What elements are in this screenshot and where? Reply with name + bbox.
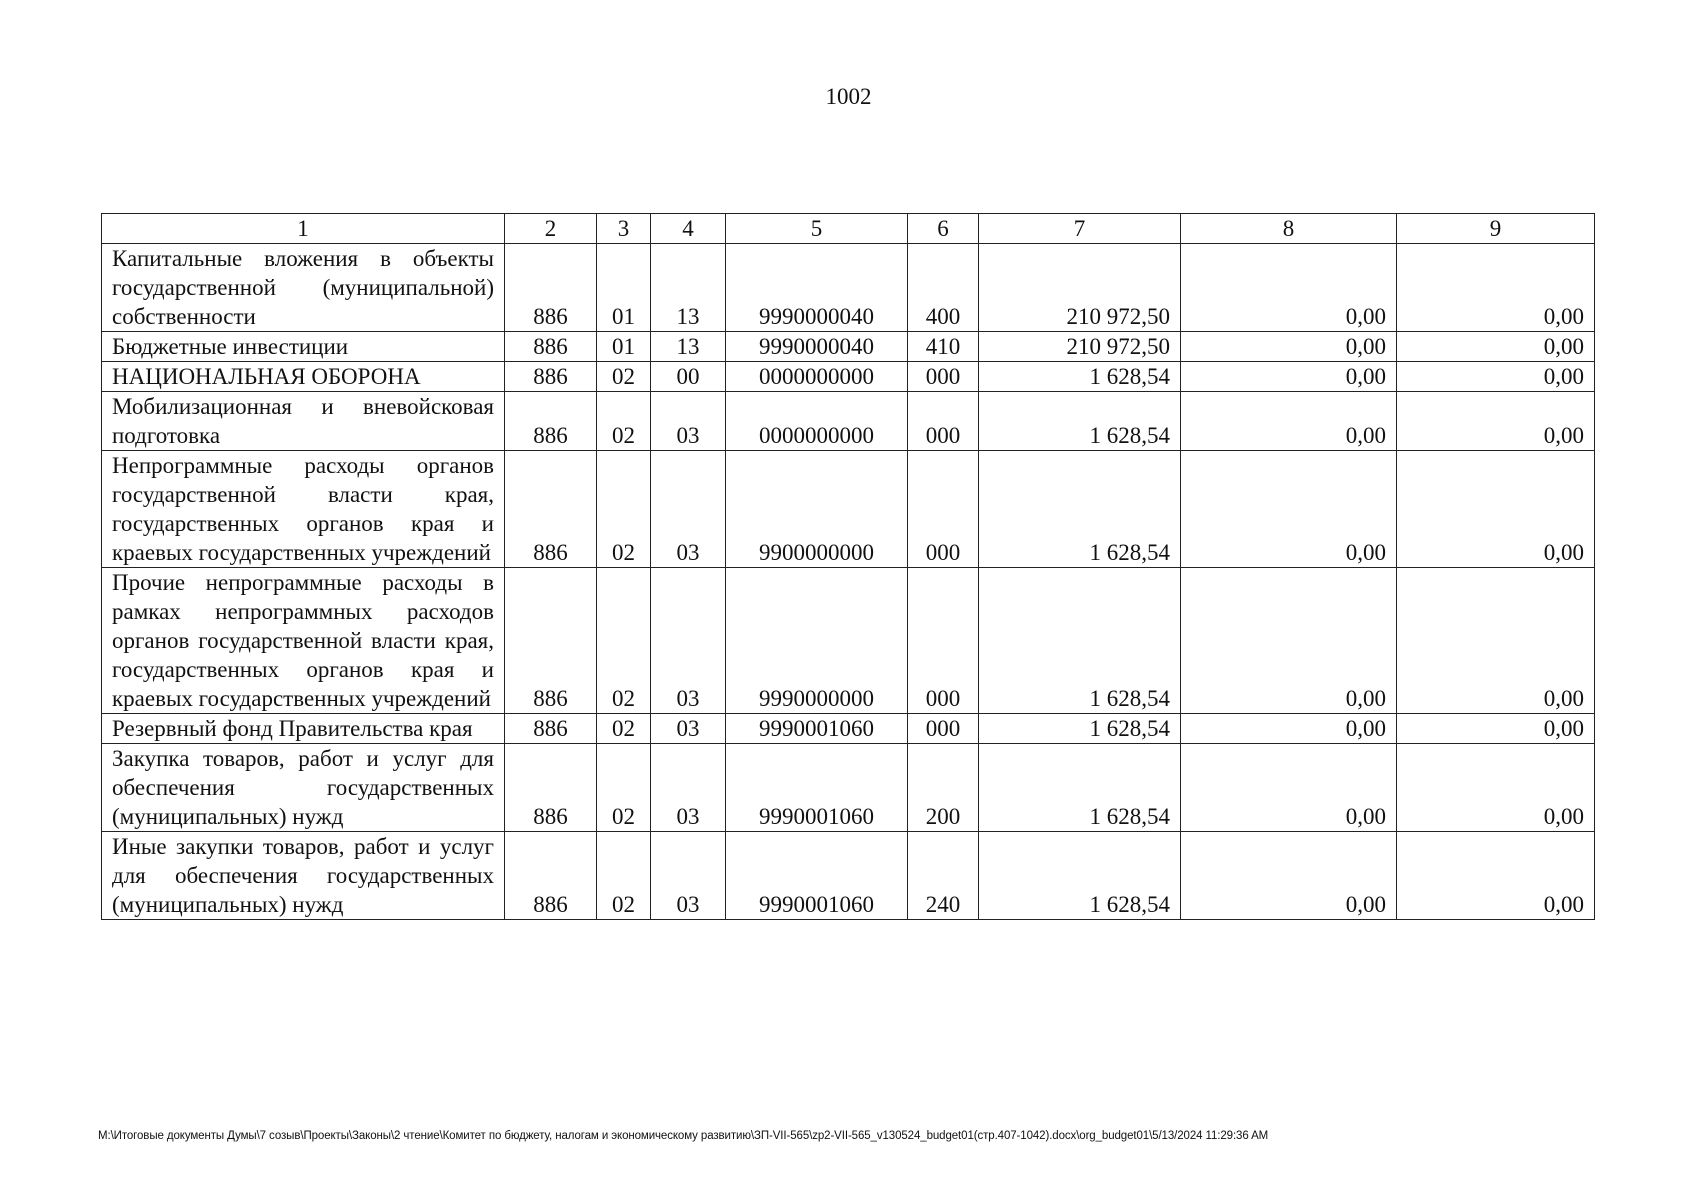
column-header: 1 [102,214,505,244]
code-cell: 000 [908,568,979,714]
amount-cell: 1 628,54 [979,832,1181,920]
code-cell: 000 [908,714,979,744]
row-name: Прочие непрограммные расходы в рамках непрограммных расходов органов государственной власти края, государственных органов края и краевых государственных учреждений [102,568,505,714]
amount-cell: 210 972,50 [979,244,1181,332]
code-cell: 886 [505,392,597,451]
code-cell: 886 [505,451,597,568]
code-cell: 410 [908,332,979,362]
amount-cell: 0,00 [1181,362,1397,392]
amount-cell: 0,00 [1397,362,1595,392]
code-cell: 000 [908,392,979,451]
code-cell: 886 [505,744,597,832]
column-header: 6 [908,214,979,244]
code-cell: 13 [651,244,726,332]
column-header: 9 [1397,214,1595,244]
table-row [102,451,1595,568]
code-cell: 9990001060 [726,744,908,832]
code-cell: 000 [908,451,979,568]
row-name: Бюджетные инвестиции [102,332,505,362]
code-cell: 01 [597,244,651,332]
code-cell: 0000000000 [726,392,908,451]
code-cell: 03 [651,832,726,920]
code-cell: 240 [908,832,979,920]
column-header: 2 [505,214,597,244]
table-row [102,832,1595,920]
code-cell: 03 [651,392,726,451]
amount-cell: 0,00 [1181,832,1397,920]
amount-cell: 0,00 [1397,451,1595,568]
code-cell: 000 [908,362,979,392]
code-cell: 886 [505,832,597,920]
table-row [102,714,1595,744]
budget-table [101,213,1595,920]
row-name: Непрограммные расходы органов государственной власти края, государственных органов края и краевых государственных учреждений [102,451,505,568]
code-cell: 9990000040 [726,244,908,332]
amount-cell: 0,00 [1181,744,1397,832]
amount-cell: 0,00 [1181,392,1397,451]
code-cell: 00 [651,362,726,392]
code-cell: 886 [505,568,597,714]
column-header: 8 [1181,214,1397,244]
page-number: 1002 [825,84,872,109]
code-cell: 02 [597,714,651,744]
row-name: НАЦИОНАЛЬНАЯ ОБОРОНА [102,362,505,392]
code-cell: 886 [505,714,597,744]
row-name: Резервный фонд Правительства края [102,714,505,744]
column-header: 5 [726,214,908,244]
code-cell: 03 [651,714,726,744]
code-cell: 0000000000 [726,362,908,392]
code-cell: 03 [651,744,726,832]
code-cell: 400 [908,244,979,332]
code-cell: 9900000000 [726,451,908,568]
code-cell: 02 [597,832,651,920]
row-name: Закупка товаров, работ и услуг для обеспечения государственных (муниципальных) нужд [102,744,505,832]
code-cell: 02 [597,392,651,451]
table-row [102,362,1595,392]
row-name: Иные закупки товаров, работ и услуг для обеспечения государственных (муниципальных) нужд [102,832,505,920]
code-cell: 02 [597,362,651,392]
amount-cell: 0,00 [1397,332,1595,362]
table-row [102,244,1595,332]
column-header: 4 [651,214,726,244]
amount-cell: 0,00 [1397,714,1595,744]
amount-cell: 0,00 [1397,244,1595,332]
code-cell: 9990000040 [726,332,908,362]
table-row [102,744,1595,832]
column-header: 3 [597,214,651,244]
amount-cell: 0,00 [1397,392,1595,451]
amount-cell: 0,00 [1181,244,1397,332]
amount-cell: 0,00 [1397,744,1595,832]
amount-cell: 0,00 [1181,568,1397,714]
code-cell: 13 [651,332,726,362]
code-cell: 03 [651,568,726,714]
amount-cell: 1 628,54 [979,714,1181,744]
amount-cell: 1 628,54 [979,451,1181,568]
amount-cell: 0,00 [1397,568,1595,714]
amount-cell: 0,00 [1181,332,1397,362]
code-cell: 200 [908,744,979,832]
code-cell: 9990001060 [726,832,908,920]
code-cell: 886 [505,362,597,392]
amount-cell: 1 628,54 [979,744,1181,832]
amount-cell: 0,00 [1181,451,1397,568]
amount-cell: 1 628,54 [979,362,1181,392]
code-cell: 03 [651,451,726,568]
row-name: Капитальные вложения в объекты государственной (муниципальной) собственности [102,244,505,332]
row-name: Мобилизационная и вневойсковая подготовка [102,392,505,451]
table-row [102,568,1595,714]
code-cell: 02 [597,568,651,714]
amount-cell: 1 628,54 [979,568,1181,714]
footer-file-path: M:\Итоговые документы Думы\7 созыв\Проекты\Законы\2 чтение\Комитет по бюджету, налогам и экономическому развитию\ЗП-VII-565\zp2-VII-565_v130524_budget01(стр.407-1042).docx\org_budget01\5/13/2024 11:29:36 AM [98,1130,1269,1142]
table-row [102,392,1595,451]
code-cell: 886 [505,244,597,332]
amount-cell: 0,00 [1397,832,1595,920]
header-row [102,214,1595,244]
code-cell: 886 [505,332,597,362]
table-row [102,332,1595,362]
code-cell: 02 [597,744,651,832]
column-header: 7 [979,214,1181,244]
code-cell: 9990001060 [726,714,908,744]
code-cell: 9990000000 [726,568,908,714]
code-cell: 01 [597,332,651,362]
amount-cell: 0,00 [1181,714,1397,744]
amount-cell: 210 972,50 [979,332,1181,362]
code-cell: 02 [597,451,651,568]
amount-cell: 1 628,54 [979,392,1181,451]
